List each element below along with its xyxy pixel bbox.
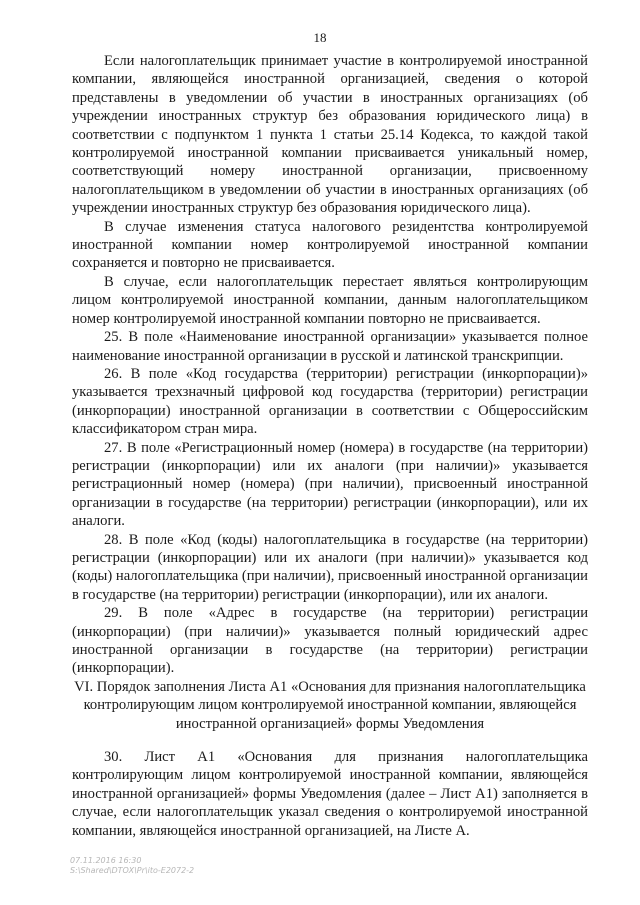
- footer-code-line: S:\Shared\DTOX\Pr\ito-E2072-2: [70, 866, 195, 875]
- paragraph-item-27: 27. В поле «Регистрационный номер (номера) в государстве (на территории) регистрации (инкорпорации) или их аналоги (при наличии)» указывается регистрационный номер (номера) (при наличии), присвоенный иностранной организации в государстве (на территории) регистрации (инкорпорации), или их аналоги.: [72, 439, 588, 530]
- paragraph-item-30: 30. Лист А1 «Основания для признания налогоплательщика контролирующим лицом контролируемой иностранной компании, являющейся иностранной организацией» формы Уведомления (далее – Лист А1) заполняется в случае, если налогоплательщик указал сведения о контролируемой иностранной компании, являющейся иностранной организацией, на Листе А.: [72, 749, 588, 839]
- footer-code-line: 07.11.2016 16:30: [70, 856, 142, 865]
- paragraph-status-change: В случае изменения статуса налогового резидентства контролируемой иностранной компании номер контролируемой иностранной компании сохраняется и повторно не присваивается.: [72, 218, 588, 272]
- paragraph-item-29: 29. В поле «Адрес в государстве (на территории) регистрации (инкорпорации) (при наличии)» указывается полный юридический адрес иностранной организации в государстве (на территории) регистрации (инкорпорации).: [72, 605, 588, 677]
- section-heading: VI. Порядок заполнения Листа А1 «Основания для признания налогоплательщика контролирующим лицом контролируемой иностранной компании, являющейся иностранной организацией» формы Уведомления: [74, 679, 586, 732]
- footer-document-codes: [70, 856, 194, 876]
- body-text-after-heading: [72, 748, 588, 840]
- page-number: 18: [313, 30, 327, 45]
- paragraph-item-25: 25. В поле «Наименование иностранной организации» указывается полное наименование иностранной организации в русской и латинской транскрипции.: [72, 329, 588, 364]
- body-text: [72, 52, 588, 678]
- paragraph-participation: Если налогоплательщик принимает участие в контролируемой иностранной компании, являющейся иностранной организацией, сведения о которой представлены в уведомлении об участии в иностранных организациях (об учреждении иностранных структур без образования юридического лица) в соответствии с подпунктом 1 пункта 1 статьи 25.14 Кодекса, то каждой такой контролируемой иностранной компании присваивается уникальный номер, соответствующий номеру иностранной организации, присвоенному налогоплательщиком в уведомлении об участии в иностранных организациях (об учреждении иностранных структур без образования юридического лица).: [72, 53, 588, 217]
- paragraph-item-28: 28. В поле «Код (коды) налогоплательщика в государстве (на территории) регистрации (инкорпорации) или их аналоги (при наличии)» указывается код (коды) налогоплательщика (при наличии), присвоенный иностранной организации в государстве (на территории) регистрации (инкорпорации), или их аналоги.: [72, 531, 588, 603]
- paragraph-item-26: 26. В поле «Код государства (территории) регистрации (инкорпорации)» указывается трехзначный цифровой код государства (территории) регистрации (инкорпорации) иностранной организации в соответствии с Общероссийским классификатором стран мира.: [72, 365, 588, 438]
- paragraph-controlling-person: В случае, если налогоплательщик перестает являться контролирующим лицом контролируемой иностранной компании, данным налогоплательщиком номер контролируемой иностранной компании повторно не присваивается.: [72, 273, 588, 327]
